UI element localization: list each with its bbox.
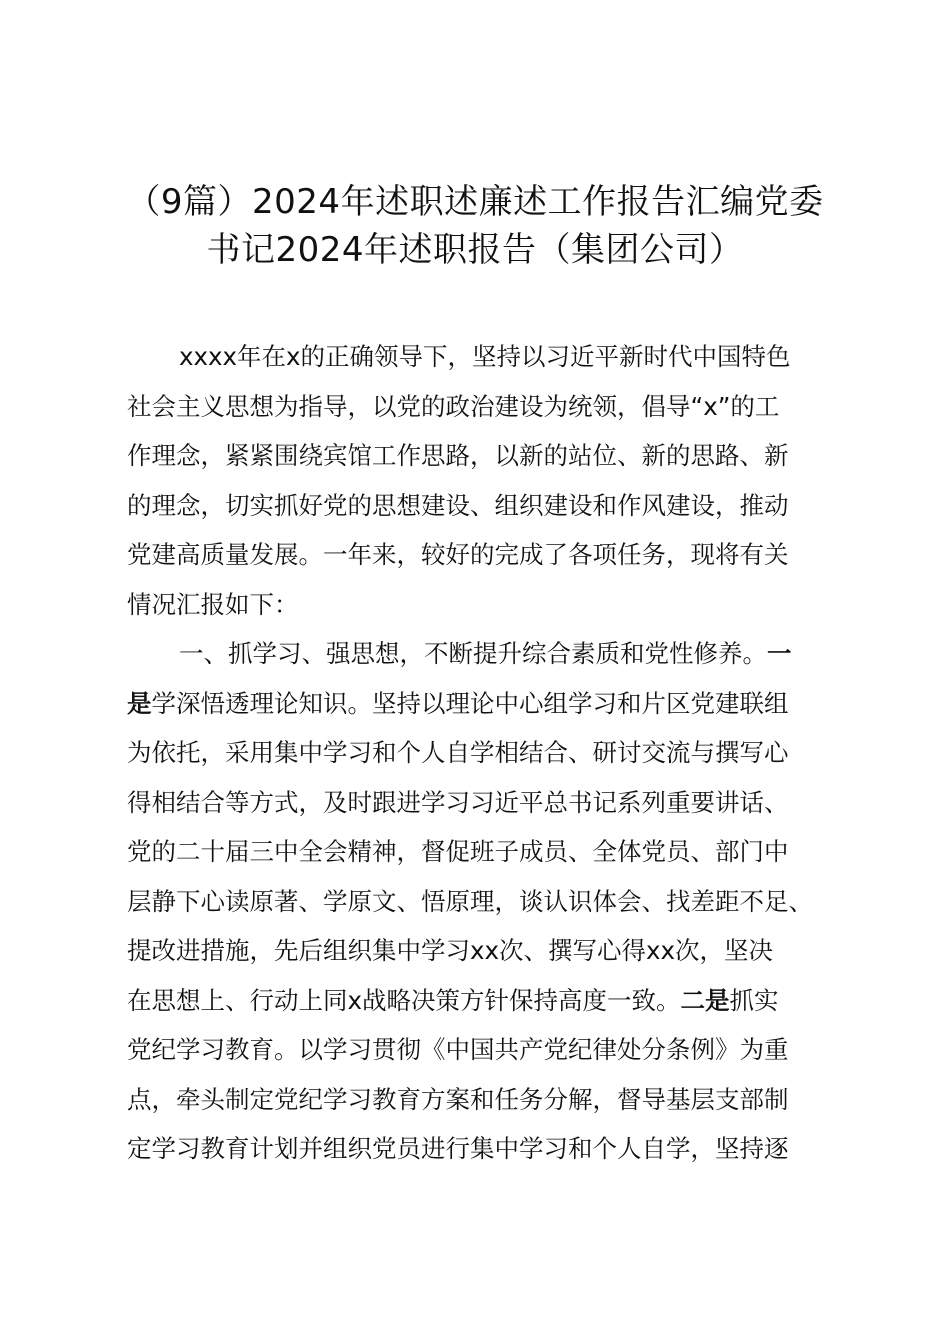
section-heading-1: 一、抓学习、强思想，不断提升综合素质和党性修养。 [179, 639, 767, 668]
item-marker-2: 二是 [680, 985, 730, 1015]
paragraph-2-line-8 [127, 976, 837, 1026]
paragraph-1-line-2: 社会主义思想为指导，以党的政治建设为统领，倡导“x”的工 [127, 391, 780, 421]
title-line-2: 书记2024年述职报告（集团公司） [206, 230, 744, 270]
title-line-1: （9篇）2024年述职述廉述工作报告汇编党委 [126, 182, 824, 222]
paragraph-2-line-5: 党的二十届三中全会精神，督促班子成员、全体党员、部门中 [127, 837, 789, 866]
paragraph-2-line-9: 党纪学习教育。以学习贯彻《中国共产党纪律处分条例》为重 [127, 1035, 789, 1064]
paragraph-1-line-3: 作理念，紧紧围绕宾馆工作思路，以新的站位、新的思路、新 [127, 441, 789, 470]
document-title [100, 178, 850, 274]
paragraph-2-line-2-text: 学深悟透理论知识。坚持以理论中心组学习和片区党建联组 [151, 688, 789, 718]
paragraph-2-line-1 [127, 629, 837, 679]
paragraph-1-line-6: 情况汇报如下： [127, 589, 299, 619]
paragraph-1-line-5: 党建高质量发展。一年来，较好的完成了各项任务，现将有关 [127, 540, 789, 569]
item-marker-1a: 一 [767, 639, 792, 668]
paragraph-2-line-10: 点，牵头制定党纪学习教育方案和任务分解，督导基层支部制 [127, 1084, 789, 1114]
paragraph-2-line-6: 层静下心读原著、学原文、悟原理，谈认识体会、找差距不足、 [127, 886, 813, 916]
paragraph-2-line-8-text: 在思想上、行动上同x战略决策方针保持高度一致。 [127, 985, 681, 1015]
document-body [127, 332, 837, 1174]
paragraph-2-line-11: 定学习教育计划并组织党员进行集中学习和个人自学，坚持逐 [127, 1134, 789, 1163]
paragraph-2-line-2 [127, 679, 837, 729]
paragraph-2-line-8-tail: 抓实 [729, 985, 779, 1015]
paragraph-1-line-1: xxxx年在x的正确领导下，坚持以习近平新时代中国特色 [179, 342, 791, 371]
item-marker-1b: 是 [127, 688, 152, 718]
paragraph-2-line-4: 得相结合等方式，及时跟进学习习近平总书记系列重要讲话、 [127, 787, 789, 817]
paragraph-2-line-3: 为依托，采用集中学习和个人自学相结合、研讨交流与撰写心 [127, 738, 789, 767]
paragraph-1-line-4: 的理念，切实抓好党的思想建设、组织建设和作风建设，推动 [127, 490, 789, 520]
paragraph-2-line-7: 提改进措施，先后组织集中学习xx次、撰写心得xx次，坚决 [127, 936, 773, 965]
